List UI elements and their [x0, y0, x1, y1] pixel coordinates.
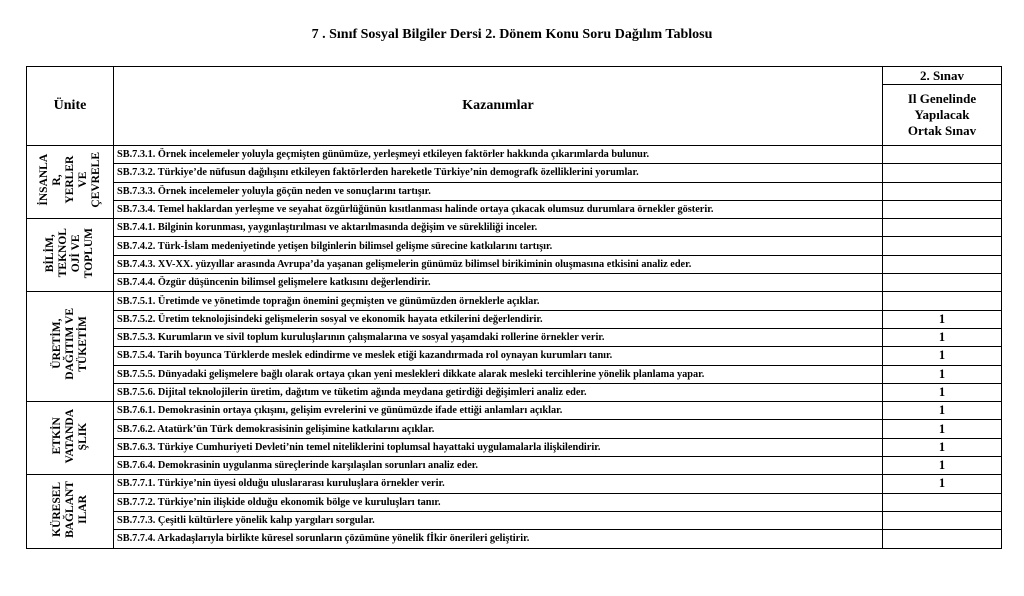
- question-count: 1: [883, 402, 1002, 420]
- unit-label: KÜRESEL BAĞLANT ILAR: [50, 480, 89, 538]
- table-row: [27, 383, 1002, 401]
- kazanim-text: SB.7.3.4. Temel haklardan yerleşme ve seyahat özgürlüğünün kısıtlanması halinde ortaya çıkacak olumsuz durumlara örnekler gösterir.: [114, 200, 883, 218]
- kazanim-text: SB.7.5.4. Tarih boyunca Türklerde meslek edindirme ve meslek etiği kazandırmada rol oynayan kurumları tanır.: [114, 347, 883, 365]
- page-title: 7 . Sınıf Sosyal Bilgiler Dersi 2. Dönem Konu Soru Dağılım Tablosu: [311, 27, 713, 42]
- question-count: [883, 493, 1002, 511]
- header-kazanimlar: Kazanımlar: [114, 67, 883, 146]
- kazanim-text: SB.7.5.2. Üretim teknolojisindeki gelişmelerin sosyal ve ekonomik hayata etkilerini değerlendirir.: [114, 310, 883, 328]
- question-count: [883, 255, 1002, 273]
- unit-cell: [27, 402, 114, 475]
- distribution-table: [26, 66, 1002, 549]
- kazanim-text: SB.7.7.1. Türkiye’nin üyesi olduğu uluslararası kuruluşlara örnekler verir.: [114, 475, 883, 493]
- table-row: [27, 200, 1002, 218]
- kazanim-text: SB.7.3.2. Türkiye’de nüfusun dağılışını etkileyen faktörlerden hareketle Türkiye’nin demografk özelliklerini yorumlar.: [114, 164, 883, 182]
- table-row: [27, 182, 1002, 200]
- table-row: [27, 237, 1002, 255]
- table-row: [27, 420, 1002, 438]
- question-count: [883, 292, 1002, 310]
- kazanim-text: SB.7.6.3. Türkiye Cumhuriyeti Devleti’nin temel niteliklerini toplumsal hayattaki uygulamalarla ilişkilendirir.: [114, 438, 883, 456]
- table-row: [27, 274, 1002, 292]
- header-exam-sub: Il Genelinde Yapılacak Ortak Sınav: [883, 85, 1002, 146]
- question-count: [883, 274, 1002, 292]
- table-row: [27, 530, 1002, 548]
- table-row: [27, 475, 1002, 493]
- question-count: 1: [883, 328, 1002, 346]
- header-unit: Ünite: [27, 67, 114, 146]
- kazanim-text: SB.7.4.1. Bilginin korunması, yaygınlaştırılması ve aktarılmasında değişim ve sürekliliği inceler.: [114, 219, 883, 237]
- kazanim-text: SB.7.7.2. Türkiye’nin ilişkide olduğu ekonomik bölge ve kuruluşları tanır.: [114, 493, 883, 511]
- kazanim-text: SB.7.3.1. Örnek incelemeler yoluyla geçmişten günümüze, yerleşmeyi etkileyen faktörler hakkında çıkarımlarda bulunur.: [114, 146, 883, 164]
- table-row: [27, 328, 1002, 346]
- table-row: [27, 255, 1002, 273]
- question-count: [883, 182, 1002, 200]
- question-count: [883, 530, 1002, 548]
- table-row: [27, 438, 1002, 456]
- table-row: [27, 347, 1002, 365]
- kazanim-text: SB.7.4.3. XV-XX. yüzyıllar arasında Avrupa’da yaşanan gelişmelerin günümüz bilimsel birikiminin oluşmasına etkisini analiz eder.: [114, 255, 883, 273]
- table-row: [27, 402, 1002, 420]
- unit-cell: [27, 146, 114, 219]
- unit-label: BİLİM, TEKNOL OJİ VE TOPLUM: [44, 227, 95, 278]
- kazanim-text: SB.7.5.3. Kurumların ve sivil toplum kuruluşlarının çalışmalarına ve sosyal yaşamdaki rollerine örnekler verir.: [114, 328, 883, 346]
- kazanim-text: SB.7.3.3. Örnek incelemeler yoluyla göçün neden ve sonuçlarını tartışır.: [114, 182, 883, 200]
- question-count: [883, 237, 1002, 255]
- question-count: 1: [883, 347, 1002, 365]
- header-exam: 2. Sınav: [883, 67, 1002, 85]
- question-count: 1: [883, 438, 1002, 456]
- kazanim-text: SB.7.5.6. Dijital teknolojilerin üretim, dağıtım ve tüketim ağında meydana getirdiği değişimleri analiz eder.: [114, 383, 883, 401]
- unit-cell: [27, 292, 114, 402]
- table-row: [27, 219, 1002, 237]
- kazanim-text: SB.7.4.2. Türk-İslam medeniyetinde yetişen bilginlerin bilimsel gelişme sürecine katkılarını tartışır.: [114, 237, 883, 255]
- question-count: [883, 146, 1002, 164]
- unit-label: ÜRETİM, DAĞITIM VE TÜKETİM: [50, 308, 89, 381]
- question-count: 1: [883, 457, 1002, 475]
- kazanim-text: SB.7.4.4. Özgür düşüncenin bilimsel gelişmelere katkısını değerlendirir.: [114, 274, 883, 292]
- table-row: [27, 365, 1002, 383]
- question-count: 1: [883, 383, 1002, 401]
- table-row: [27, 493, 1002, 511]
- unit-label: ETKİN VATANDA ŞLIK: [50, 408, 89, 463]
- question-count: 1: [883, 365, 1002, 383]
- question-count: [883, 200, 1002, 218]
- table-row: [27, 146, 1002, 164]
- kazanim-text: SB.7.5.5. Dünyadaki gelişmelere bağlı olarak ortaya çıkan yeni meslekleri dikkate alarak mesleki tercihlerine yönelik planlama yapar.: [114, 365, 883, 383]
- kazanim-text: SB.7.7.4. Arkadaşlarıyla birlikte küresel sorunların çözümüne yönelik fİkir önerileri geliştirir.: [114, 530, 883, 548]
- question-count: 1: [883, 475, 1002, 493]
- table-row: [27, 511, 1002, 529]
- table-row: [27, 292, 1002, 310]
- kazanim-text: SB.7.5.1. Üretimde ve yönetimde toprağın önemini geçmişten ve günümüzden örneklerle açıklar.: [114, 292, 883, 310]
- kazanim-text: SB.7.7.3. Çeşitli kültürlere yönelik kalıp yargıları sorgular.: [114, 511, 883, 529]
- question-count: [883, 511, 1002, 529]
- kazanim-text: SB.7.6.2. Atatürk’ün Türk demokrasisinin gelişimine katkılarını açıklar.: [114, 420, 883, 438]
- question-count: 1: [883, 310, 1002, 328]
- table-row: [27, 310, 1002, 328]
- table-row: [27, 457, 1002, 475]
- table-row: [27, 164, 1002, 182]
- question-count: [883, 219, 1002, 237]
- kazanim-text: SB.7.6.1. Demokrasinin ortaya çıkışını, gelişim evrelerini ve günümüzde ifade ettiği anlamları açıklar.: [114, 402, 883, 420]
- question-count: 1: [883, 420, 1002, 438]
- unit-cell: [27, 475, 114, 548]
- unit-cell: [27, 219, 114, 292]
- question-count: [883, 164, 1002, 182]
- unit-label: İNSANLA R, YERLER VE ÇEVRELE: [37, 151, 102, 208]
- kazanim-text: SB.7.6.4. Demokrasinin uygulanma süreçlerinde karşılaşılan sorunları analiz eder.: [114, 457, 883, 475]
